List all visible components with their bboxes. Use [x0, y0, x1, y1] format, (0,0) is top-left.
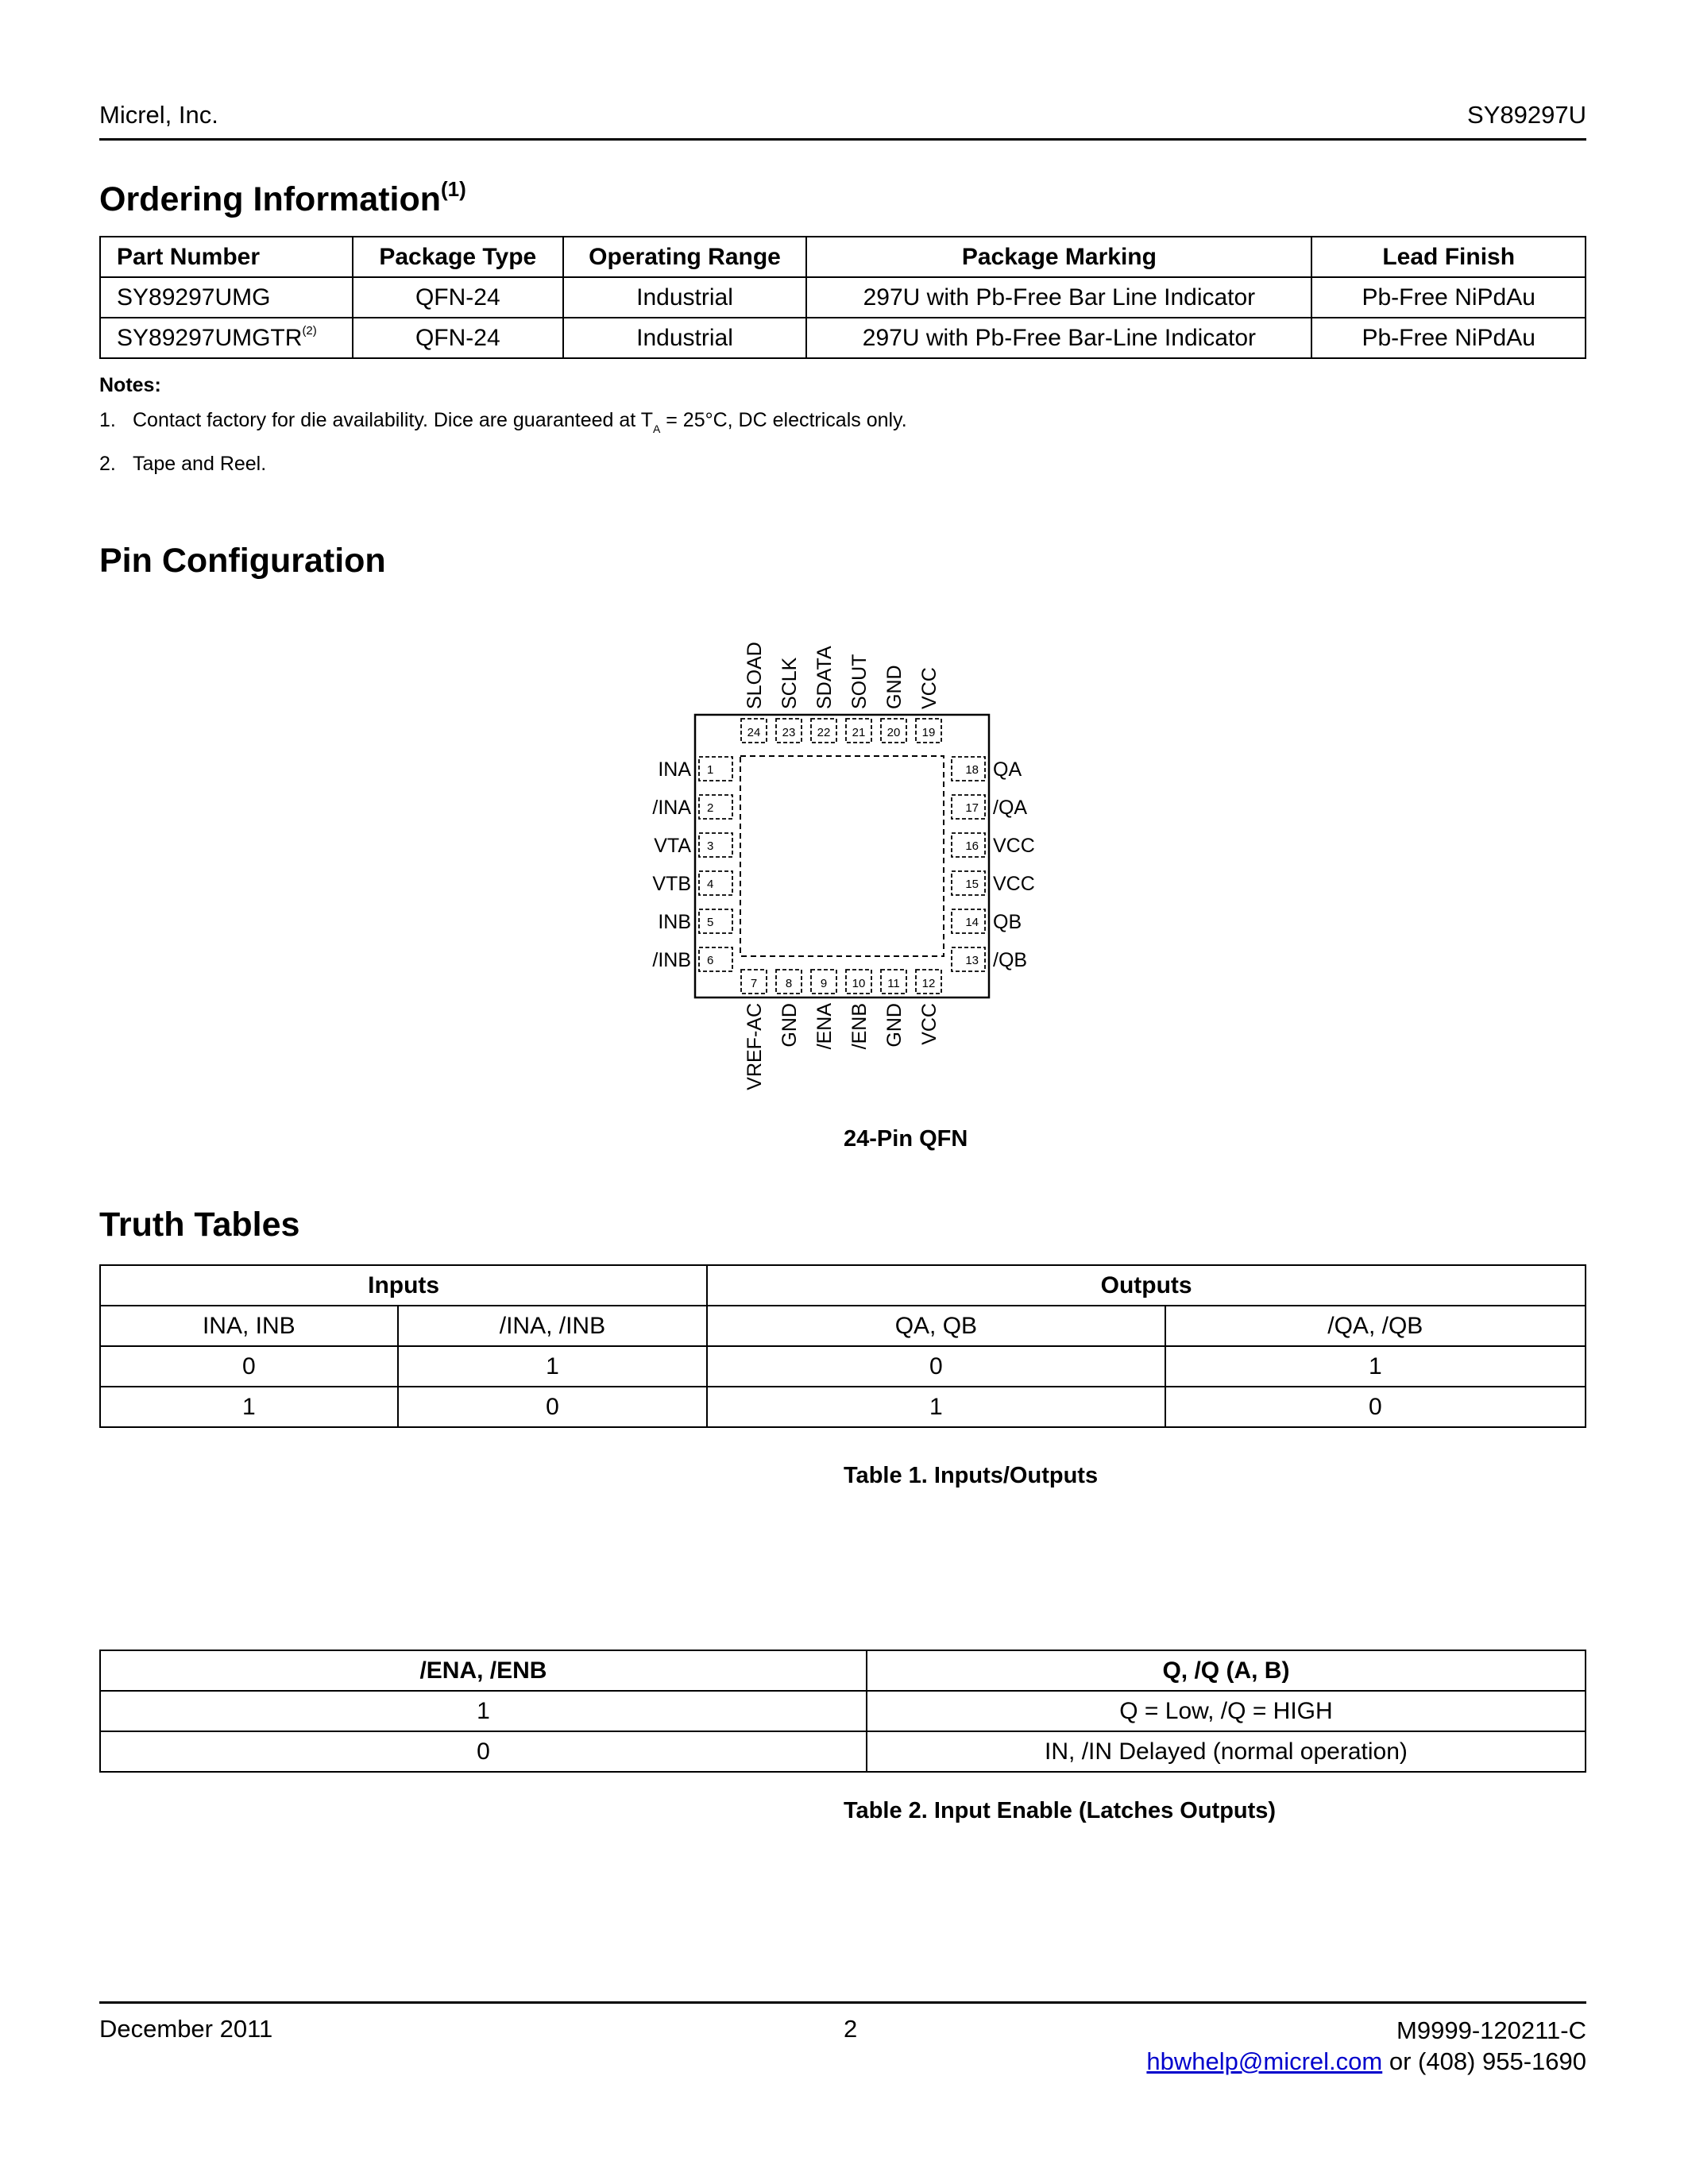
table-row: [100, 1691, 1586, 1731]
pin-number-label: 14: [965, 916, 979, 929]
finish-cell: Pb-Free NiPdAu: [1311, 277, 1586, 318]
pin-name-label: VTA: [654, 835, 691, 857]
table-group-row: [100, 1265, 1586, 1306]
pin-name-label: GND: [883, 1003, 906, 1048]
pin-name-label: VCC: [918, 667, 941, 709]
col-part-number: Part Number: [100, 237, 353, 277]
col-nina-ninb: /INA, /INB: [398, 1306, 708, 1346]
pin-number-label: 18: [965, 763, 979, 777]
footer-contact: [1146, 2015, 1586, 2077]
footer-phone: or (408) 955-1690: [1382, 2047, 1586, 2075]
cell: 1: [100, 1691, 867, 1731]
cell: 0: [100, 1731, 867, 1772]
notes-title: Notes:: [99, 374, 161, 396]
pin-number-label: 22: [817, 726, 831, 739]
pin-config-title: Pin Configuration: [99, 542, 386, 580]
pin-number-label: 6: [707, 954, 714, 967]
pin-number-label: 17: [965, 801, 979, 815]
cell: 1: [100, 1387, 398, 1427]
package-cell: QFN-24: [353, 277, 563, 318]
col-enable: /ENA, /ENB: [100, 1650, 867, 1691]
pin-number-label: 1: [707, 763, 714, 777]
note-1: 1. Contact factory for die availability. Dice are guaranteed at $T_A = 25^\circ C$, DC electricals only.: [99, 409, 907, 435]
footer-date: December 2011: [99, 2015, 273, 2043]
col-ina-inb: INA, INB: [100, 1306, 398, 1346]
header-part-number: SY89297U: [1467, 101, 1586, 129]
truth-tables-title: Truth Tables: [99, 1206, 300, 1244]
cell: 0: [707, 1346, 1165, 1387]
finish-cell: Pb-Free NiPdAu: [1311, 318, 1586, 358]
cell: 0: [100, 1346, 398, 1387]
truth-table-1: [99, 1264, 1586, 1428]
pin-number-label: 23: [782, 726, 796, 739]
pin-name-label: VCC: [993, 835, 1035, 857]
pin-name-label: SOUT: [848, 654, 871, 709]
pin-number-label: 20: [886, 726, 901, 739]
footer-doc-id: M9999-120211-C: [1396, 2016, 1586, 2044]
pin-name-label: VREF-AC: [744, 1003, 766, 1090]
pin-number-label: 8: [785, 977, 793, 990]
footer-divider: [99, 2001, 1586, 2004]
pin-name-label: SDATA: [813, 646, 836, 709]
ordering-title-footnote: (1): [441, 177, 466, 201]
table-row: [100, 1346, 1586, 1387]
pin-number-label: 19: [921, 726, 936, 739]
pin-name-label: SLOAD: [744, 642, 766, 709]
pin-name-label: /ENA: [813, 1003, 836, 1050]
pin-name-label: GND: [778, 1003, 801, 1048]
package-cell: QFN-24: [353, 318, 563, 358]
table-row: [100, 277, 1586, 318]
pin-name-label: VTB: [652, 873, 691, 895]
marking-cell: 297U with Pb-Free Bar-Line Indicator: [806, 318, 1311, 358]
pin-name-label: INB: [658, 911, 691, 933]
ordering-table: [99, 236, 1586, 359]
header-company: Micrel, Inc.: [99, 101, 218, 129]
pin-name-label: SCLK: [778, 657, 801, 709]
col-nqa-nqb: /QA, /QB: [1165, 1306, 1586, 1346]
table-header-row: [100, 1650, 1586, 1691]
part-footnote: (2): [302, 324, 317, 338]
pin-number-label: 9: [820, 977, 828, 990]
table-row: [100, 1731, 1586, 1772]
pin-number-label: 4: [707, 878, 714, 891]
pin-number-label: 5: [707, 916, 714, 929]
truth-table-2: [99, 1650, 1586, 1773]
pin-name-label: GND: [883, 665, 906, 709]
pin-number-label: 21: [852, 726, 866, 739]
pin-number-label: 11: [887, 977, 900, 990]
cell: IN, /IN Delayed (normal operation): [867, 1731, 1586, 1772]
col-q-output: Q, /Q (A, B): [867, 1650, 1586, 1691]
pin-name-label: /QB: [993, 949, 1028, 971]
table-header-row: [100, 237, 1586, 277]
range-cell: Industrial: [563, 318, 807, 358]
pin-name-label: VCC: [918, 1003, 941, 1045]
cell: 0: [398, 1387, 708, 1427]
pin-number-label: 15: [965, 878, 979, 891]
pin-name-label: /ENB: [848, 1003, 871, 1050]
pin-number-label: 2: [707, 801, 714, 815]
pin-number-label: 12: [921, 977, 936, 990]
col-operating-range: Operating Range: [563, 237, 807, 277]
cell: 1: [398, 1346, 708, 1387]
pin-name-label: /INA: [652, 797, 691, 819]
cell: Q = Low, /Q = HIGH: [867, 1691, 1586, 1731]
col-package-marking: Package Marking: [806, 237, 1311, 277]
part-number-cell: SY89297UMG: [100, 277, 353, 318]
package-body: [695, 715, 989, 997]
pin-name-label: QA: [993, 758, 1022, 781]
col-qa-qb: QA, QB: [707, 1306, 1165, 1346]
cell: 1: [707, 1387, 1165, 1427]
table-row: [100, 318, 1586, 358]
pin-name-label: QB: [993, 911, 1022, 933]
ordering-title: Ordering Information$^{(1)}$: [99, 177, 466, 218]
qfn-pin-diagram: [620, 619, 1064, 1112]
part-number-cell: SY89297UMGTR$^{(2)}$: [100, 318, 353, 358]
marking-cell: 297U with Pb-Free Bar Line Indicator: [806, 277, 1311, 318]
group-inputs: Inputs: [100, 1265, 707, 1306]
pin-name-label: /INB: [652, 949, 691, 971]
cell: 1: [1165, 1346, 1586, 1387]
pin-name-label: INA: [658, 758, 691, 781]
group-outputs: Outputs: [707, 1265, 1586, 1306]
note-2: 2. Tape and Reel.: [99, 453, 267, 475]
table-row: [100, 1387, 1586, 1427]
pin-name-label: /QA: [993, 797, 1028, 819]
pin-number-label: 16: [965, 839, 979, 853]
support-email-link[interactable]: hbwhelp@micrel.com: [1146, 2047, 1383, 2075]
col-package-type: Package Type: [353, 237, 563, 277]
pin-number-label: 24: [747, 726, 761, 739]
cell: 0: [1165, 1387, 1586, 1427]
table-header-row: [100, 1306, 1586, 1346]
pin-name-label: VCC: [993, 873, 1035, 895]
ordering-notes: [99, 368, 907, 481]
range-cell: Industrial: [563, 277, 807, 318]
header-divider: [99, 138, 1586, 141]
pin-number-label: 13: [965, 954, 979, 967]
pin-number-label: 3: [707, 839, 714, 853]
pin-number-label: 7: [750, 977, 758, 990]
pin-number-label: 10: [852, 977, 866, 990]
col-lead-finish: Lead Finish: [1311, 237, 1586, 277]
